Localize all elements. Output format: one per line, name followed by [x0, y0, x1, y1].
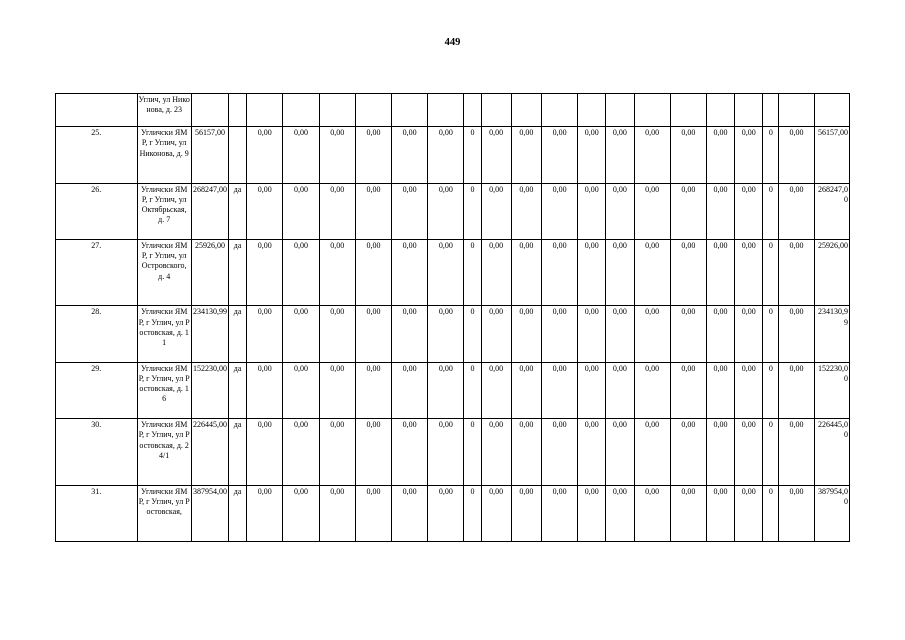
value-cell: 0,00 — [779, 239, 814, 305]
value-cell: 0,00 — [541, 485, 577, 541]
value-cell: 0,00 — [283, 485, 319, 541]
value-cell: 0,00 — [670, 306, 706, 362]
value-cell: 0,00 — [283, 127, 319, 183]
value-cell: 0,00 — [735, 362, 763, 418]
value-cell: 0,00 — [392, 127, 428, 183]
value-cell — [392, 94, 428, 127]
value-cell: 0,00 — [706, 362, 734, 418]
value-cell: 0,00 — [247, 239, 283, 305]
value-cell: 0,00 — [481, 485, 511, 541]
value-cell: 0,00 — [511, 239, 541, 305]
value-cell: 0,00 — [634, 362, 670, 418]
value-cell: 0,00 — [355, 306, 391, 362]
value-cell: 0,00 — [706, 485, 734, 541]
value-cell: 0,00 — [283, 306, 319, 362]
value-cell: 0,00 — [511, 306, 541, 362]
value-cell: 0,00 — [541, 127, 577, 183]
flag-cell: да — [229, 419, 247, 485]
value-cell: 0,00 — [247, 485, 283, 541]
value-cell: 0,00 — [670, 239, 706, 305]
row-number: 25. — [56, 127, 138, 183]
value-cell — [428, 94, 464, 127]
amount-cell: 268247,00 — [191, 183, 228, 239]
value-cell: 0,00 — [319, 183, 355, 239]
value-cell: 0,00 — [511, 362, 541, 418]
table-row — [56, 362, 850, 418]
value-cell: 0,00 — [319, 419, 355, 485]
value-cell: 0 — [763, 306, 779, 362]
value-cell: 0,00 — [735, 127, 763, 183]
total-cell: 387954,00 — [814, 485, 849, 541]
row-number: 29. — [56, 362, 138, 418]
value-cell: 0,00 — [706, 306, 734, 362]
value-cell: 0,00 — [670, 419, 706, 485]
value-cell — [578, 94, 606, 127]
value-cell: 0,00 — [283, 183, 319, 239]
value-cell: 0,00 — [481, 127, 511, 183]
value-cell — [706, 94, 734, 127]
flag-cell: да — [229, 239, 247, 305]
value-cell — [283, 94, 319, 127]
value-cell: 0,00 — [283, 362, 319, 418]
value-cell: 0,00 — [634, 239, 670, 305]
flag-cell: да — [229, 485, 247, 541]
value-cell: 0,00 — [779, 362, 814, 418]
amount-cell: 234130,99 — [191, 306, 228, 362]
value-cell: 0,00 — [670, 485, 706, 541]
value-cell: 0 — [763, 239, 779, 305]
value-cell — [319, 94, 355, 127]
flag-cell: да — [229, 183, 247, 239]
value-cell: 0 — [464, 239, 481, 305]
value-cell: 0,00 — [735, 485, 763, 541]
value-cell: 0,00 — [606, 485, 634, 541]
value-cell: 0,00 — [319, 485, 355, 541]
value-cell: 0,00 — [735, 239, 763, 305]
address-cell: Угличски ЯМР, г Углич, ул Ростовская, — [137, 485, 191, 541]
value-cell: 0 — [464, 362, 481, 418]
row-number: 31. — [56, 485, 138, 541]
value-cell: 0,00 — [511, 485, 541, 541]
value-cell: 0 — [763, 485, 779, 541]
page-number: 449 — [444, 37, 461, 48]
value-cell: 0,00 — [247, 419, 283, 485]
value-cell: 0,00 — [481, 306, 511, 362]
table-row — [56, 183, 850, 239]
amount-cell: 25926,00 — [191, 239, 228, 305]
value-cell: 0,00 — [428, 127, 464, 183]
value-cell: 0,00 — [541, 362, 577, 418]
address-cell: Угличски ЯМР, г Углич, ул Ростовская, д. 24/1 — [137, 419, 191, 485]
value-cell: 0,00 — [428, 306, 464, 362]
value-cell: 0,00 — [481, 239, 511, 305]
value-cell: 0,00 — [247, 362, 283, 418]
value-cell: 0,00 — [634, 183, 670, 239]
value-cell: 0,00 — [670, 183, 706, 239]
total-cell — [814, 94, 849, 127]
value-cell: 0,00 — [355, 183, 391, 239]
value-cell: 0,00 — [355, 362, 391, 418]
value-cell: 0,00 — [428, 485, 464, 541]
value-cell: 0,00 — [481, 183, 511, 239]
value-cell: 0,00 — [735, 306, 763, 362]
table-row — [56, 239, 850, 305]
value-cell: 0,00 — [355, 239, 391, 305]
address-cell: Угличски ЯМР, г Углич, ул Никонова, д. 9 — [137, 127, 191, 183]
total-cell: 56157,00 — [814, 127, 849, 183]
value-cell — [541, 94, 577, 127]
value-cell: 0,00 — [735, 419, 763, 485]
value-cell — [763, 94, 779, 127]
value-cell: 0 — [763, 419, 779, 485]
value-cell: 0 — [763, 362, 779, 418]
value-cell: 0,00 — [779, 183, 814, 239]
value-cell: 0,00 — [481, 362, 511, 418]
address-cell: Угличски ЯМР, г Углич, ул Ростовская, д. 11 — [137, 306, 191, 362]
table-body — [56, 94, 850, 542]
value-cell: 0,00 — [319, 362, 355, 418]
data-table — [55, 93, 850, 542]
value-cell: 0,00 — [578, 485, 606, 541]
value-cell: 0,00 — [283, 419, 319, 485]
flag-cell — [229, 127, 247, 183]
total-cell: 152230,00 — [814, 362, 849, 418]
amount-cell: 226445,00 — [191, 419, 228, 485]
value-cell: 0,00 — [355, 485, 391, 541]
table-row — [56, 485, 850, 541]
row-number: 28. — [56, 306, 138, 362]
address-cell: Углич, ул Никонова, д. 23 — [137, 94, 191, 127]
value-cell: 0,00 — [511, 183, 541, 239]
value-cell: 0,00 — [392, 183, 428, 239]
flag-cell: да — [229, 362, 247, 418]
value-cell: 0,00 — [247, 183, 283, 239]
value-cell: 0,00 — [735, 183, 763, 239]
amount-cell — [191, 94, 228, 127]
value-cell: 0,00 — [392, 485, 428, 541]
value-cell — [355, 94, 391, 127]
value-cell: 0,00 — [634, 419, 670, 485]
value-cell: 0,00 — [511, 127, 541, 183]
value-cell: 0,00 — [428, 239, 464, 305]
value-cell: 0,00 — [392, 239, 428, 305]
value-cell: 0,00 — [779, 127, 814, 183]
value-cell: 0,00 — [541, 306, 577, 362]
value-cell: 0,00 — [606, 419, 634, 485]
value-cell: 0,00 — [392, 419, 428, 485]
flag-cell: да — [229, 306, 247, 362]
value-cell — [511, 94, 541, 127]
value-cell — [247, 94, 283, 127]
value-cell: 0,00 — [283, 239, 319, 305]
value-cell: 0,00 — [541, 239, 577, 305]
table-row — [56, 306, 850, 362]
value-cell: 0,00 — [779, 306, 814, 362]
value-cell: 0 — [464, 306, 481, 362]
address-cell: Угличски ЯМР, г Углич, ул Октябрьская, д. 7 — [137, 183, 191, 239]
value-cell: 0,00 — [706, 239, 734, 305]
table-row — [56, 94, 850, 127]
value-cell: 0,00 — [779, 419, 814, 485]
value-cell: 0,00 — [511, 419, 541, 485]
value-cell: 0,00 — [779, 485, 814, 541]
value-cell — [606, 94, 634, 127]
value-cell: 0,00 — [481, 419, 511, 485]
value-cell: 0,00 — [355, 419, 391, 485]
value-cell: 0,00 — [578, 306, 606, 362]
address-cell: Угличски ЯМР, г Углич, ул Островского, д. 4 — [137, 239, 191, 305]
row-number: 26. — [56, 183, 138, 239]
value-cell: 0 — [464, 419, 481, 485]
row-number: 30. — [56, 419, 138, 485]
total-cell: 234130,99 — [814, 306, 849, 362]
row-number — [56, 94, 138, 127]
value-cell: 0 — [763, 183, 779, 239]
value-cell: 0,00 — [319, 306, 355, 362]
value-cell: 0,00 — [634, 306, 670, 362]
total-cell: 268247,00 — [814, 183, 849, 239]
value-cell: 0,00 — [634, 127, 670, 183]
value-cell: 0,00 — [428, 183, 464, 239]
value-cell: 0,00 — [578, 127, 606, 183]
value-cell: 0,00 — [247, 306, 283, 362]
value-cell — [735, 94, 763, 127]
table-row — [56, 127, 850, 183]
value-cell: 0,00 — [319, 127, 355, 183]
value-cell: 0,00 — [392, 306, 428, 362]
value-cell: 0,00 — [606, 239, 634, 305]
value-cell: 0,00 — [606, 362, 634, 418]
value-cell: 0,00 — [355, 127, 391, 183]
value-cell — [779, 94, 814, 127]
value-cell: 0,00 — [428, 419, 464, 485]
row-number: 27. — [56, 239, 138, 305]
value-cell: 0,00 — [578, 362, 606, 418]
total-cell: 226445,00 — [814, 419, 849, 485]
value-cell: 0,00 — [578, 183, 606, 239]
value-cell: 0,00 — [606, 306, 634, 362]
value-cell: 0,00 — [706, 127, 734, 183]
amount-cell: 56157,00 — [191, 127, 228, 183]
value-cell: 0,00 — [428, 362, 464, 418]
value-cell: 0,00 — [634, 485, 670, 541]
value-cell: 0 — [464, 485, 481, 541]
value-cell: 0,00 — [392, 362, 428, 418]
total-cell: 25926,00 — [814, 239, 849, 305]
amount-cell: 387954,00 — [191, 485, 228, 541]
value-cell — [670, 94, 706, 127]
value-cell: 0,00 — [541, 419, 577, 485]
value-cell: 0 — [464, 127, 481, 183]
value-cell: 0,00 — [578, 239, 606, 305]
value-cell: 0 — [464, 183, 481, 239]
value-cell: 0,00 — [670, 362, 706, 418]
value-cell: 0,00 — [247, 127, 283, 183]
value-cell — [634, 94, 670, 127]
value-cell: 0,00 — [606, 127, 634, 183]
value-cell: 0,00 — [670, 127, 706, 183]
value-cell — [464, 94, 481, 127]
value-cell: 0 — [763, 127, 779, 183]
value-cell: 0,00 — [319, 239, 355, 305]
amount-cell: 152230,00 — [191, 362, 228, 418]
value-cell: 0,00 — [706, 183, 734, 239]
flag-cell — [229, 94, 247, 127]
value-cell: 0,00 — [541, 183, 577, 239]
value-cell: 0,00 — [606, 183, 634, 239]
value-cell: 0,00 — [706, 419, 734, 485]
value-cell — [481, 94, 511, 127]
address-cell: Угличски ЯМР, г Углич, ул Ростовская, д. 16 — [137, 362, 191, 418]
value-cell: 0,00 — [578, 419, 606, 485]
table-row — [56, 419, 850, 485]
